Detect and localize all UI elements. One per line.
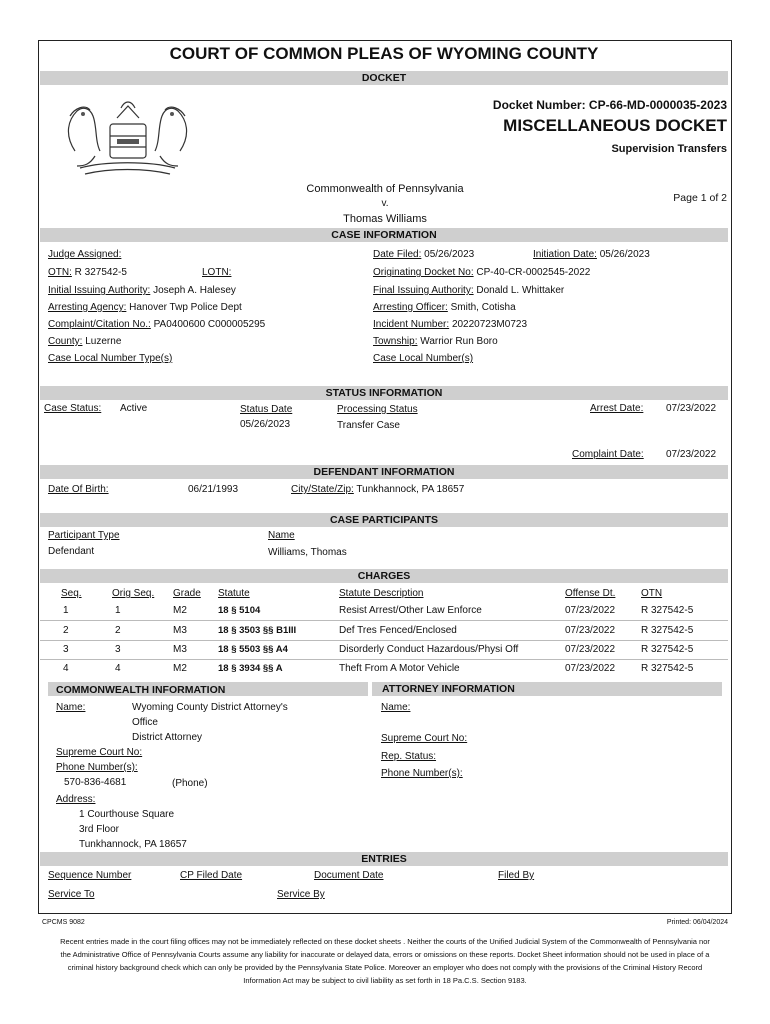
entries-band	[40, 852, 728, 866]
citation-label: Complaint/Citation No.:	[48, 319, 151, 330]
charge-grade: M3	[173, 644, 187, 655]
charge-orig-seq: 4	[115, 663, 121, 674]
township-label: Township:	[373, 336, 418, 347]
form-number: CPCMS 9082	[42, 919, 85, 926]
charges-band-label: CHARGES	[357, 570, 411, 582]
charge-description: Def Tres Fenced/Enclosed	[339, 625, 457, 636]
initiation-value: 05/26/2023	[599, 249, 650, 260]
court-title: COURT OF COMMON PLEAS OF WYOMING COUNTY	[169, 44, 599, 63]
participant-type-header: Participant Type	[48, 530, 120, 541]
orig-docket-label: Originating Docket No:	[373, 267, 474, 278]
charge-grade: M2	[173, 605, 187, 616]
charge-description: Theft From A Motor Vehicle	[339, 663, 460, 674]
coat-of-arms-icon	[55, 96, 200, 182]
final-authority-value: Donald L. Whittaker	[476, 285, 565, 296]
cw-name-label: Name:	[56, 702, 86, 713]
charge-otn: R 327542-5	[641, 663, 694, 674]
otn-label: OTN:	[48, 267, 72, 278]
dob-value: 06/21/1993	[188, 484, 239, 495]
charge-statute: 18 § 5503 §§ A4	[218, 644, 288, 655]
case-info-band-label: CASE INFORMATION	[331, 229, 437, 241]
charge-orig-seq: 1	[115, 605, 121, 616]
charge-statute: 18 § 3934 §§ A	[218, 663, 283, 674]
city-state-zip-value: Tunkhannock, PA 18657	[356, 484, 465, 495]
charge-seq: 1	[63, 605, 69, 616]
status-band-label: STATUS INFORMATION	[325, 387, 443, 399]
charge-offense-date: 07/23/2022	[565, 644, 616, 655]
cw-name-line1: Wyoming County District Attorney's	[132, 702, 288, 713]
arresting-agency-field	[48, 302, 242, 313]
cw-address-line2: 3rd Floor	[79, 824, 120, 835]
docket-number: Docket Number: CP-66-MD-0000035-2023	[492, 98, 727, 112]
processing-status-label: Processing Status	[337, 404, 418, 415]
charges-header-orig-seq: Orig Seq.	[112, 588, 155, 599]
otn-value: R 327542-5	[74, 267, 127, 278]
participants-band-label: CASE PARTICIPANTS	[329, 514, 439, 526]
charges-header-statute: Statute	[218, 588, 250, 599]
judge-label: Judge Assigned:	[48, 249, 122, 260]
disclaimer-text: Recent entries made in the court filing offices may not be immediately reflected on these docket sheets . Neither the courts of the Unified Judicial System of the Commonwealth of Pennsylvania nor the Administrative Office of Pennsylvania Courts assume any liability for inaccurate or delayed data, errors or omissions on these reports. Docket Sheet information should not be used in place of a criminal history background check which can only be provided by the Pennsylvania State Police. Moreover an employer who does not comply with the provisions of the Criminal History Record Information Act may be subject to civil liability as set forth in 18 Pa.C.S. Section 9183.	[60, 937, 710, 985]
initial-authority-field	[48, 285, 236, 296]
entries-cp-filed-header: CP Filed Date	[180, 870, 243, 881]
orig-docket-field	[373, 267, 590, 278]
date-filed-value: 05/26/2023	[424, 249, 475, 260]
attorney-band-label: ATTORNEY INFORMATION	[382, 683, 515, 695]
cw-address-line3: Tunkhannock, PA 18657	[79, 839, 187, 850]
charges-header-seq: Seq.	[61, 588, 82, 599]
charge-statute: 18 § 5104	[218, 605, 261, 616]
status-date-value: 05/26/2023	[240, 419, 291, 430]
cw-address-line1: 1 Courthouse Square	[79, 809, 175, 820]
case-status-label: Case Status:	[44, 403, 102, 414]
charges-header-description: Statute Description	[339, 588, 424, 599]
local-type-label: Case Local Number Type(s)	[48, 353, 173, 364]
township-field	[373, 336, 498, 347]
commonwealth-band-label: COMMONWEALTH INFORMATION	[56, 684, 226, 696]
entries-document-date-header: Document Date	[314, 870, 384, 881]
entries-band-label: ENTRIES	[361, 853, 407, 865]
charge-offense-date: 07/23/2022	[565, 625, 616, 636]
caption-plaintiff: Commonwealth of Pennsylvania	[306, 183, 464, 195]
defendant-band	[40, 465, 728, 479]
row-divider	[40, 659, 728, 660]
atty-supreme-label: Supreme Court No:	[381, 733, 468, 744]
charge-orig-seq: 3	[115, 644, 121, 655]
entries-filed-by-header: Filed By	[498, 870, 535, 881]
defendant-band-label: DEFENDANT INFORMATION	[313, 466, 455, 478]
charge-otn: R 327542-5	[641, 605, 694, 616]
participant-name-header: Name	[268, 530, 295, 541]
docket-subtitle: Supervision Transfers	[611, 143, 727, 155]
printed-date: Printed: 06/04/2024	[666, 919, 728, 926]
citation-value: PA0400600 C000005295	[153, 319, 266, 330]
charge-description: Resist Arrest/Other Law Enforce	[339, 605, 482, 616]
incident-label: Incident Number:	[373, 319, 450, 330]
arrest-date-value: 07/23/2022	[666, 403, 717, 414]
charge-offense-date: 07/23/2022	[565, 663, 616, 674]
county-field	[48, 336, 121, 347]
county-label: County:	[48, 336, 83, 347]
docket-type: MISCELLANEOUS DOCKET	[503, 116, 727, 135]
citation-field	[48, 319, 265, 330]
date-filed-label: Date Filed:	[373, 249, 422, 260]
complaint-date-value: 07/23/2022	[666, 449, 717, 460]
charge-seq: 4	[63, 663, 69, 674]
atty-name-label: Name:	[381, 702, 411, 713]
atty-rep-status-label: Rep. Status:	[381, 751, 437, 762]
entries-service-by-header: Service By	[277, 889, 325, 900]
otn-field	[48, 267, 127, 278]
complaint-date-label: Complaint Date:	[572, 449, 644, 460]
charge-seq: 2	[63, 625, 69, 636]
charge-orig-seq: 2	[115, 625, 121, 636]
charges-band	[40, 569, 728, 583]
arresting-agency-label: Arresting Agency:	[48, 302, 127, 313]
lotn-label: LOTN:	[202, 267, 232, 278]
date-filed-field	[373, 249, 474, 260]
caption-versus: v.	[381, 198, 389, 209]
entries-seq-header: Sequence Number	[48, 870, 132, 881]
cw-supreme-label: Supreme Court No:	[56, 747, 143, 758]
charges-header-grade: Grade	[173, 588, 201, 599]
case-status-value: Active	[120, 403, 148, 414]
charge-otn: R 327542-5	[641, 644, 694, 655]
charges-header-otn: OTN	[641, 588, 663, 599]
cw-phone-value: 570-836-4681	[64, 777, 127, 788]
charge-otn: R 327542-5	[641, 625, 694, 636]
charge-description: Disorderly Conduct Hazardous/Physi Off	[339, 644, 519, 655]
processing-status-value: Transfer Case	[337, 420, 400, 431]
initial-authority-label: Initial Issuing Authority:	[48, 285, 151, 296]
initial-authority-value: Joseph A. Halesey	[153, 285, 236, 296]
incident-field	[373, 319, 527, 330]
participants-band	[40, 513, 728, 527]
charge-statute: 18 § 3503 §§ B1III	[218, 625, 297, 636]
atty-phone-label: Phone Number(s):	[381, 768, 463, 779]
orig-docket-value: CP-40-CR-0002545-2022	[476, 267, 591, 278]
initiation-field	[533, 249, 650, 260]
incident-value: 20220723M0723	[451, 319, 528, 330]
arresting-officer-value: Smith, Cotisha	[450, 302, 516, 313]
cw-address-label: Address:	[56, 794, 96, 805]
status-band	[40, 386, 728, 400]
docket-band	[40, 71, 728, 85]
row-divider	[40, 640, 728, 641]
docket-band-label: DOCKET	[361, 72, 407, 84]
cw-name-line2: Office	[132, 717, 158, 728]
participant-type-value: Defendant	[48, 546, 95, 557]
county-value: Luzerne	[85, 336, 122, 347]
local-number-label: Case Local Number(s)	[373, 353, 474, 364]
cw-phone-type: (Phone)	[172, 778, 208, 789]
initiation-label: Initiation Date:	[533, 249, 597, 260]
arrest-date-label: Arrest Date:	[590, 403, 644, 414]
row-divider	[40, 620, 728, 621]
township-value: Warrior Run Boro	[420, 336, 498, 347]
arresting-officer-field	[373, 302, 516, 313]
arresting-officer-label: Arresting Officer:	[373, 302, 448, 313]
charge-offense-date: 07/23/2022	[565, 605, 616, 616]
arresting-agency-value: Hanover Twp Police Dept	[129, 302, 242, 313]
city-state-zip-field	[291, 484, 464, 495]
charges-header-offense-date: Offense Dt.	[565, 588, 616, 599]
charge-seq: 3	[63, 644, 69, 655]
final-authority-label: Final Issuing Authority:	[373, 285, 474, 296]
charge-grade: M2	[173, 663, 187, 674]
cw-phone-label: Phone Number(s):	[56, 762, 138, 773]
status-date-label: Status Date	[240, 404, 293, 415]
participant-name-value: Williams, Thomas	[268, 547, 347, 558]
cw-name-line3: District Attorney	[132, 732, 203, 743]
city-state-zip-label: City/State/Zip:	[291, 484, 354, 495]
page-number: Page 1 of 2	[673, 192, 727, 204]
final-authority-field	[373, 285, 564, 296]
case-info-band	[40, 228, 728, 242]
entries-service-to-header: Service To	[48, 889, 95, 900]
caption-defendant: Thomas Williams	[343, 213, 427, 225]
charge-grade: M3	[173, 625, 187, 636]
dob-label: Date Of Birth:	[48, 484, 109, 495]
